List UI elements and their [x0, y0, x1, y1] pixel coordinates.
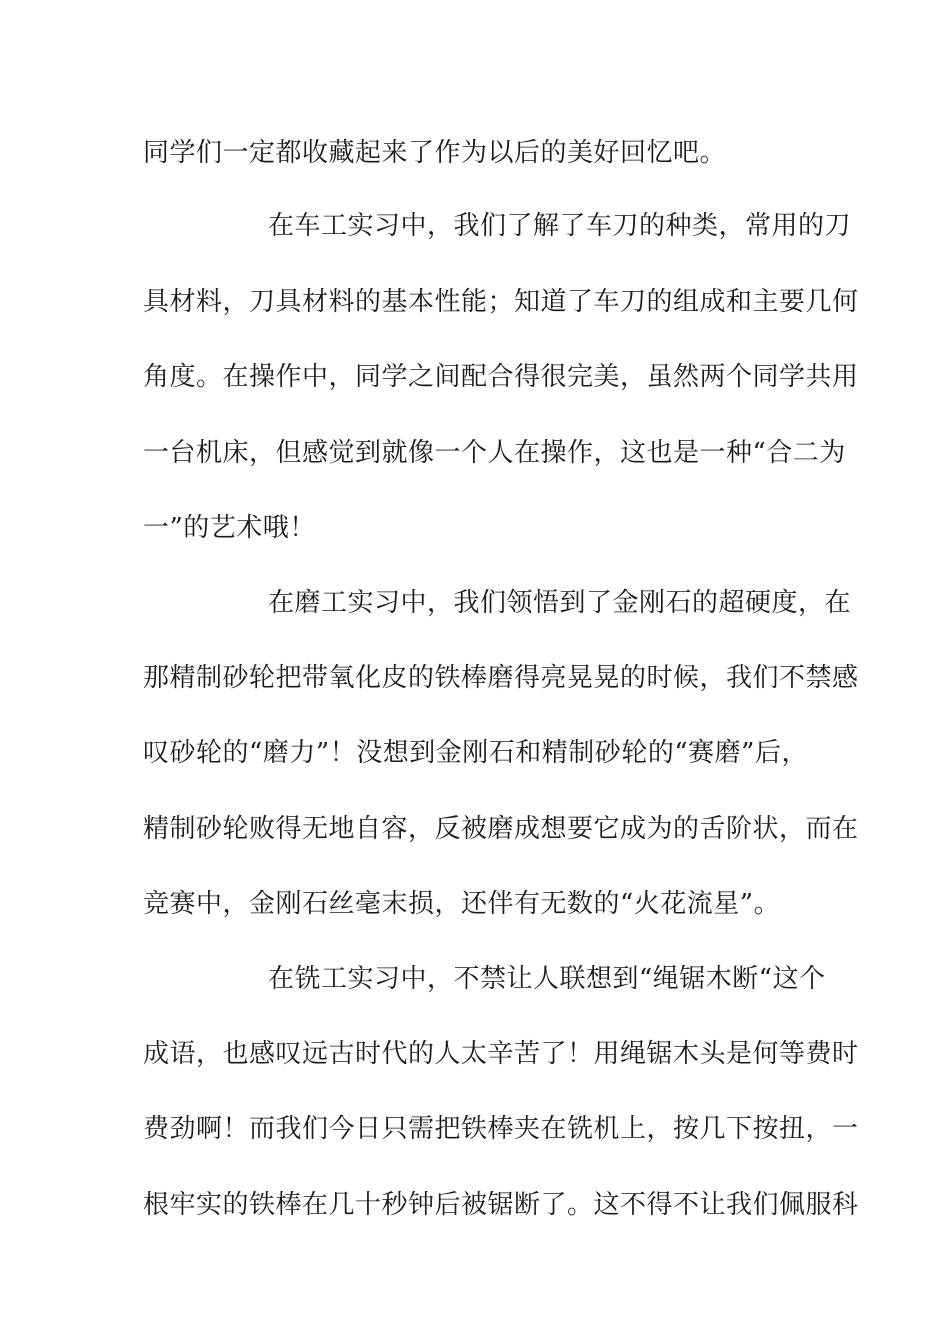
- text-line: 一”的艺术哦！: [143, 513, 316, 543]
- text-line: 费劲啊！而我们今日只需把铁棒夹在铣机上，按几下按扭，一: [143, 1114, 859, 1144]
- text-line: 一台机床，但感觉到就像一个人在操作，这也是一种“合二为: [143, 438, 846, 468]
- text-line: 根牢实的铁棒在几十秒钟后被锯断了。这不得不让我们佩服科: [143, 1190, 859, 1220]
- text-line: 那精制砂轮把带氧化皮的铁棒磨得亮晃晃的时候，我们不禁感: [143, 663, 859, 693]
- text-line: 成语，也感叹远古时代的人太辛苦了！用绳锯木头是何等费时: [143, 1039, 859, 1069]
- text-line: 角度。在操作中，同学之间配合得很完美，虽然两个同学共用: [143, 362, 859, 392]
- text-line: 同学们一定都收藏起来了作为以后的美好回忆吧。: [143, 138, 727, 168]
- paragraph-first-line: 在车工实习中，我们了解了车刀的种类，常用的刀: [268, 211, 852, 241]
- text-line: 具材料，刀具材料的基本性能；知道了车刀的组成和主要几何: [143, 287, 859, 317]
- text-line: 叹砂轮的“磨力”！没想到金刚石和精制砂轮的“赛磨”后，: [143, 738, 808, 768]
- text-line: 竞赛中，金刚石丝毫末损，还伴有无数的“火花流星”。: [143, 889, 781, 919]
- text-line: 精制砂轮败得无地自容，反被磨成想要它成为的舌阶状，而在: [143, 814, 859, 844]
- paragraph-first-line: 在磨工实习中，我们领悟到了金刚石的超硬度，在: [268, 588, 852, 618]
- paragraph-first-line: 在铣工实习中，不禁让人联想到“绳锯木断“这个: [268, 964, 826, 994]
